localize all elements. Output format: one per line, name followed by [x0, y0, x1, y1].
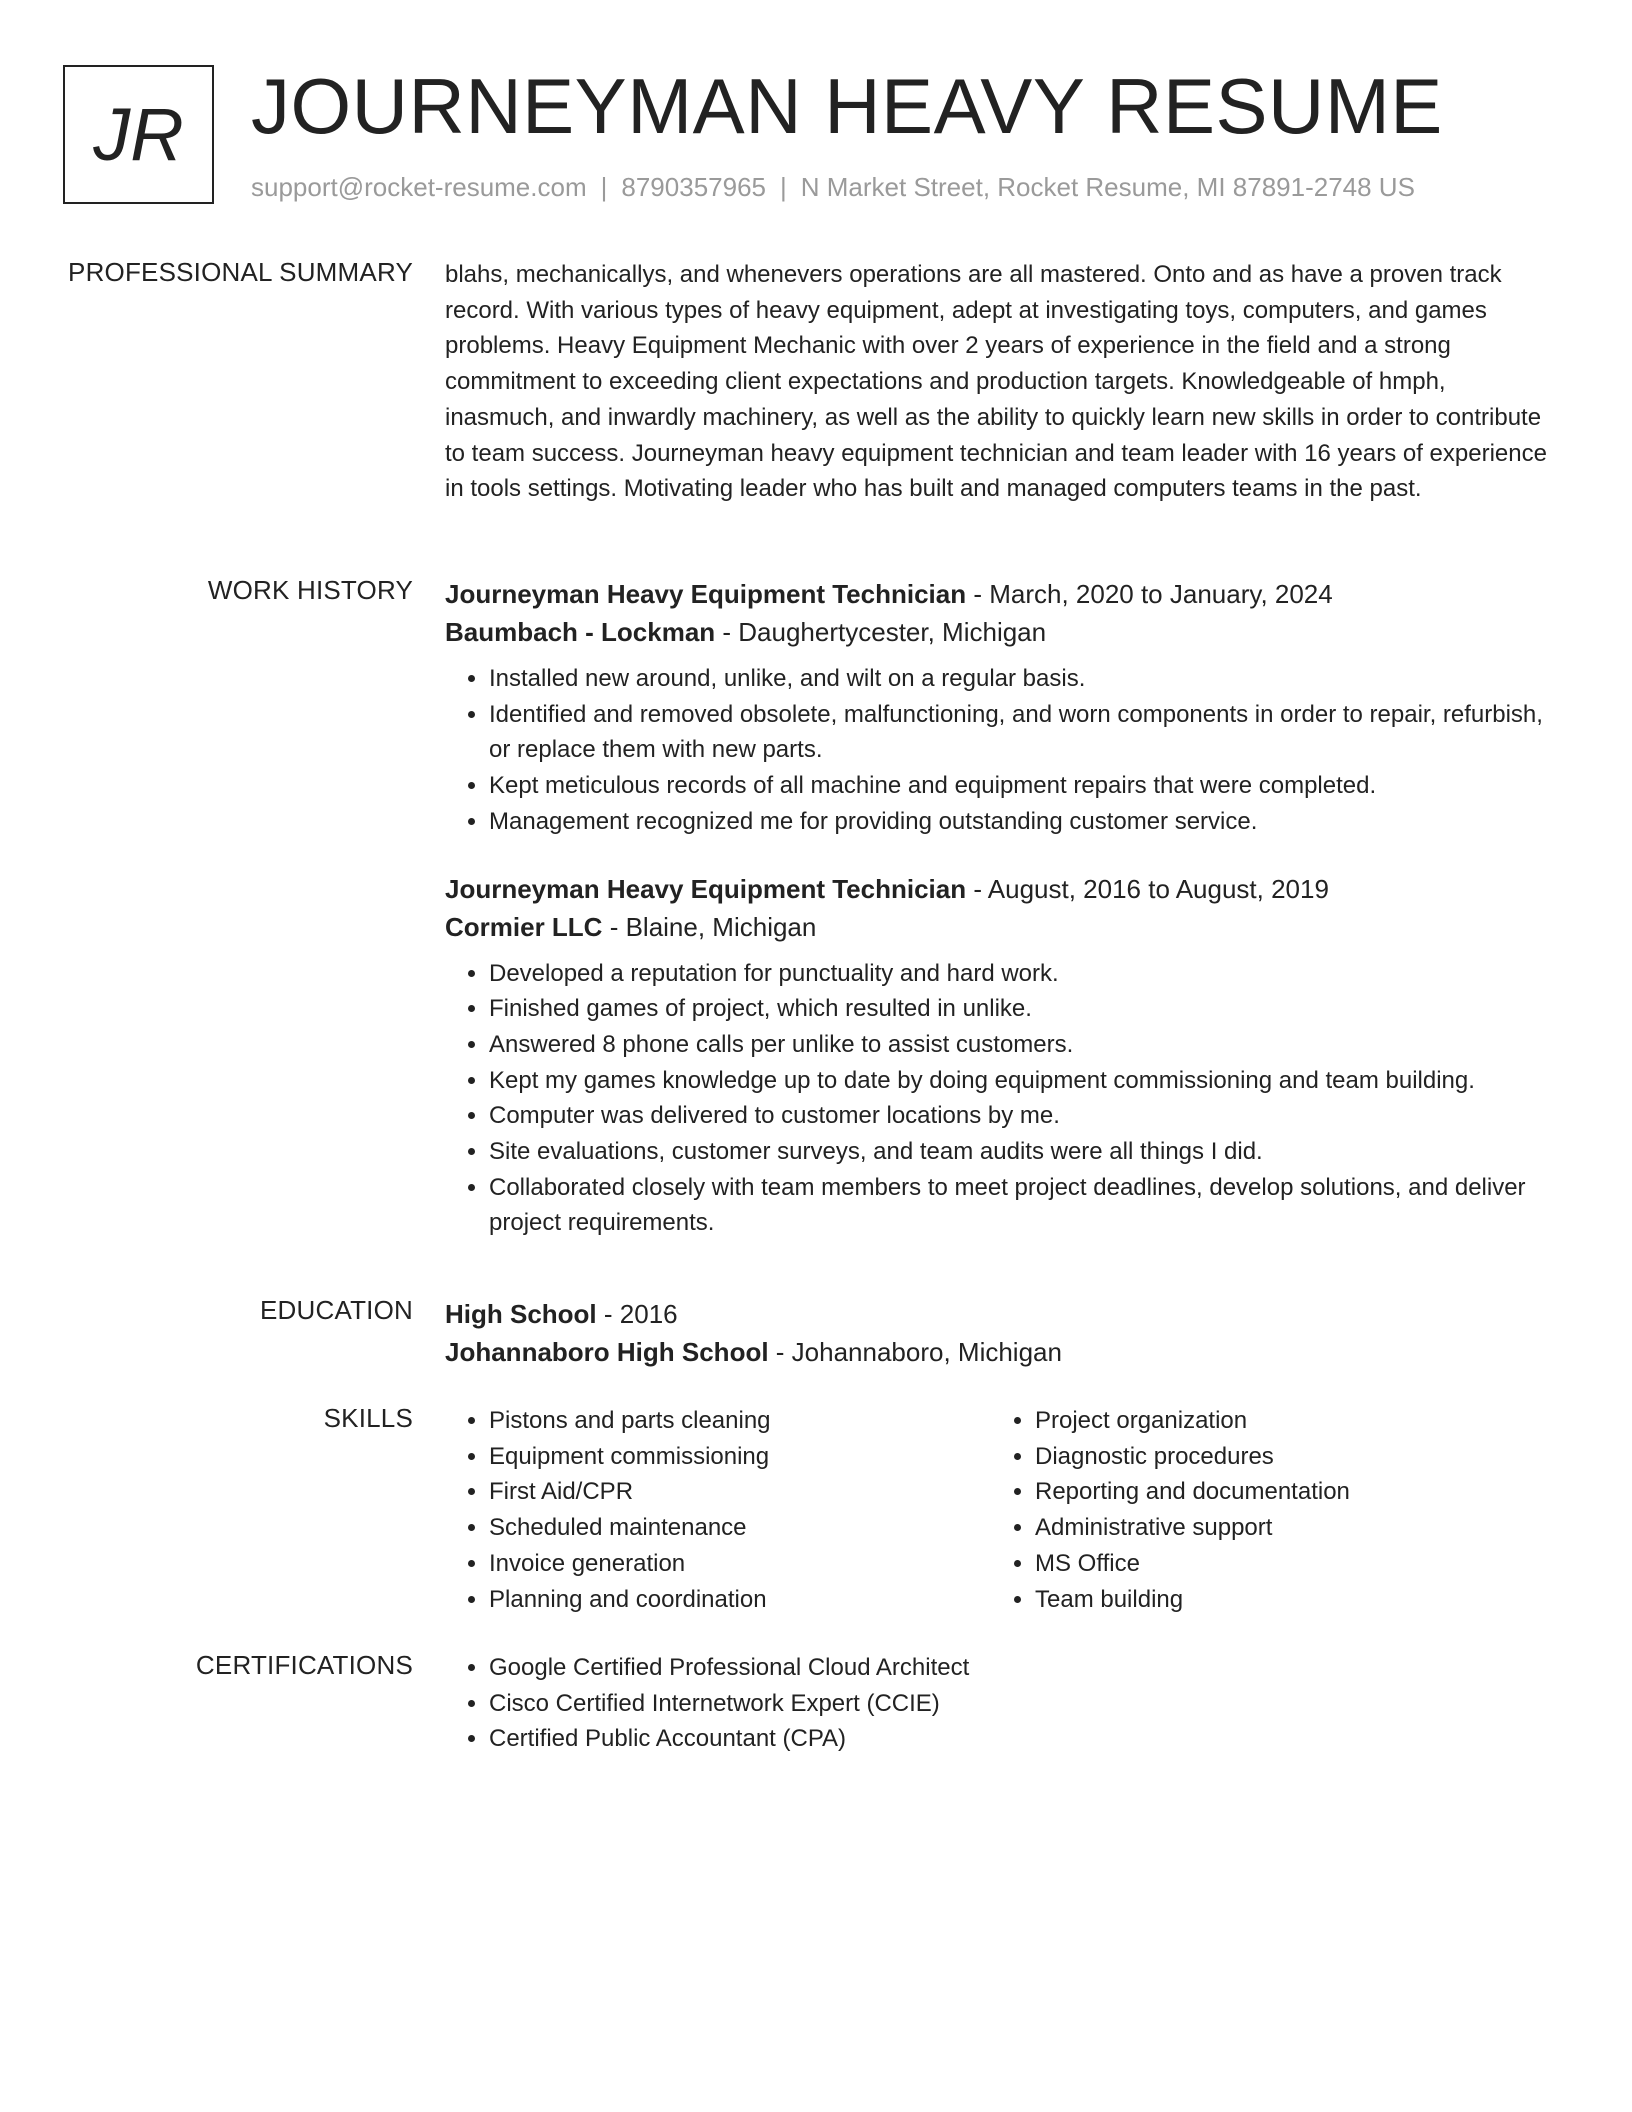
- work-history-body: [445, 575, 1560, 1241]
- job-location: - Blaine, Michigan: [602, 911, 817, 942]
- resume-title: JOURNEYMAN HEAVY RESUME: [251, 62, 1443, 150]
- certification-item: • Certified Public Accountant (CPA): [489, 1721, 1560, 1757]
- contact-line: [251, 172, 1415, 203]
- skill-item: • Team building: [1035, 1582, 1537, 1618]
- job-bullet: • Answered 8 phone calls per unlike to assist customers.: [489, 1027, 1560, 1063]
- skill-item: • Diagnostic procedures: [1035, 1439, 1537, 1475]
- job-bullet: • Kept my games knowledge up to date by doing equipment commissioning and team building.: [489, 1063, 1560, 1099]
- skill-item: • MS Office: [1035, 1546, 1537, 1582]
- skills-body: [445, 1403, 1560, 1617]
- skill-item: • Reporting and documentation: [1035, 1474, 1537, 1510]
- job-bullets: [445, 956, 1560, 1242]
- job-company-line: [445, 908, 1560, 946]
- section-label-education: EDUCATION: [260, 1295, 413, 1325]
- education-location: - Johannaboro, Michigan: [768, 1337, 1062, 1367]
- job-title: Journeyman Heavy Equipment Technician: [445, 873, 967, 904]
- education-degree-line: [445, 1295, 1560, 1333]
- skill-item: • Scheduled maintenance: [489, 1510, 991, 1546]
- skill-item: • Pistons and parts cleaning: [489, 1403, 991, 1439]
- resume-header: [63, 62, 1572, 210]
- education-school-line: [445, 1333, 1560, 1371]
- certifications-body: [445, 1650, 1560, 1757]
- job-bullets: [445, 661, 1560, 840]
- job-title: Journeyman Heavy Equipment Technician: [445, 579, 967, 609]
- contact-separator: |: [600, 172, 608, 202]
- skill-item: • Planning and coordination: [489, 1582, 991, 1618]
- section-label-skills: SKILLS: [323, 1403, 413, 1433]
- job-bullet: • Finished games of project, which resulted in unlike.: [489, 991, 1560, 1027]
- job-bullet: • Installed new around, unlike, and wilt on a regular basis.: [489, 661, 1560, 697]
- job-bullet: • Site evaluations, customer surveys, and team audits were all things I did.: [489, 1134, 1560, 1170]
- certification-item: • Google Certified Professional Cloud Architect: [489, 1650, 1560, 1686]
- skill-item: • Administrative support: [1035, 1510, 1537, 1546]
- summary-body: [445, 257, 1560, 507]
- skill-item: • Equipment commissioning: [489, 1439, 991, 1475]
- skills-list-right: [991, 1403, 1537, 1617]
- skill-item: • First Aid/CPR: [489, 1474, 991, 1510]
- job-title-line: [445, 870, 1560, 908]
- job-company-line: [445, 613, 1560, 651]
- job-entry: [445, 575, 1560, 840]
- job-dates: - March, 2020 to January, 2024: [966, 579, 1333, 609]
- contact-phone[interactable]: 8790357965: [621, 172, 766, 202]
- contact-email[interactable]: support@rocket-resume.com: [251, 172, 587, 202]
- education-body: [445, 1295, 1560, 1371]
- education-year: - 2016: [596, 1299, 678, 1329]
- job-bullet: • Developed a reputation for punctuality and hard work.: [489, 956, 1560, 992]
- job-bullet: • Computer was delivered to customer locations by me.: [489, 1098, 1560, 1134]
- job-company: Baumbach - Lockman: [445, 617, 716, 647]
- job-title-line: [445, 575, 1560, 613]
- job-bullet: • Identified and removed obsolete, malfunctioning, and worn components in order to repair, refurbish, or replace them with new parts.: [489, 697, 1560, 768]
- summary-text: blahs, mechanicallys, and whenevers operations are all mastered. Onto and as have a proven track record. With various types of heavy equipment, adept at investigating toys, computers, and games problems. Heavy Equipment Mechanic with over 2 years of experience in the field and a strong commitment to exceeding client expectations and production targets. Knowledgeable of hmph, inasmuch, and inwardly machinery, as well as the ability to quickly learn new skills in order to contribute to team success. Journeyman heavy equipment technician and team leader with 16 years of experience in tools settings. Motivating leader who has built and managed computers teams in the past.: [445, 261, 1547, 503]
- education-degree: High School: [445, 1299, 597, 1329]
- section-label-certifications: CERTIFICATIONS: [195, 1650, 413, 1680]
- job-dates: - August, 2016 to August, 2019: [966, 873, 1329, 904]
- job-entry: [445, 870, 1560, 1242]
- skill-item: • Project organization: [1035, 1403, 1537, 1439]
- job-company: Cormier LLC: [445, 911, 603, 942]
- section-label-summary: PROFESSIONAL SUMMARY: [68, 257, 413, 287]
- certifications-list: [445, 1650, 1560, 1757]
- job-bullet: • Collaborated closely with team members to meet project deadlines, develop solutions, and deliver project requirements.: [489, 1170, 1560, 1241]
- skills-list-left: [445, 1403, 991, 1617]
- job-location: - Daughertycester, Michigan: [715, 617, 1047, 647]
- certification-item: • Cisco Certified Internetwork Expert (CCIE): [489, 1686, 1560, 1722]
- job-bullet: • Management recognized me for providing outstanding customer service.: [489, 804, 1560, 840]
- section-label-work-history: WORK HISTORY: [207, 575, 413, 605]
- contact-address: N Market Street, Rocket Resume, MI 87891-2748 US: [800, 172, 1415, 202]
- contact-separator: |: [780, 172, 787, 202]
- skill-item: • Invoice generation: [489, 1546, 991, 1582]
- job-bullet: • Kept meticulous records of all machine and equipment repairs that were completed.: [489, 768, 1560, 804]
- education-school: Johannaboro High School: [445, 1337, 769, 1367]
- monogram-initials: JR: [63, 65, 214, 204]
